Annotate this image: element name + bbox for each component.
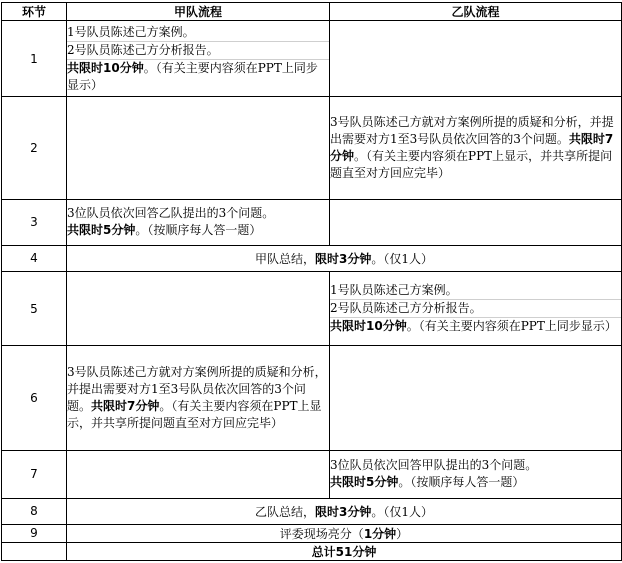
team-a-text (67, 364, 329, 432)
table-row (2, 97, 622, 199)
time-limit: 共限时7分钟 (91, 398, 160, 413)
time-note: 。（按顺序每人答一题） (398, 475, 525, 490)
description: 3位队员依次回答甲队提出的3个问题。 (330, 458, 538, 473)
time-note: 。（按顺序每人答一题） (135, 223, 262, 238)
team-b-cell (330, 21, 622, 97)
step-number: 2 (2, 97, 67, 199)
team-a-cell (67, 450, 330, 498)
total-row (2, 542, 622, 560)
time-note: 。（有关主要内容须在PPT上同步显示） (67, 60, 318, 92)
team-b-cell (330, 97, 622, 199)
table-row (2, 346, 622, 450)
team-a-line: 1号队员陈述己方案例。 (67, 24, 329, 42)
scoring-tail: ） (396, 526, 409, 541)
time-limit: 共限时7分钟 (330, 132, 614, 163)
step-number: 9 (2, 524, 67, 542)
description: 3号队员陈述己方就对方案例所提的质疑和分析，并提出需要对方1至3号队员依次回答的3个问题。 (330, 115, 614, 146)
step-number: 6 (2, 346, 67, 450)
table-row (2, 245, 622, 271)
team-b-cell (330, 346, 622, 450)
header-step: 环节 (2, 3, 67, 21)
team-a-time-note (67, 60, 329, 94)
description: 3位队员依次回答乙队提出的3个问题。 (67, 206, 275, 221)
competition-flow-table (1, 2, 622, 561)
table-row (2, 524, 622, 542)
team-b-cell (330, 450, 622, 498)
team-b-time-note (330, 318, 621, 335)
header-row (2, 3, 622, 21)
merged-scoring-cell (67, 524, 622, 542)
team-a-cell (67, 97, 330, 199)
table-row (2, 498, 622, 524)
merged-summary-cell (67, 245, 622, 271)
time-note: 。（有关主要内容须在PPT上显示，并共享所提问题直至对方回应完毕） (67, 398, 322, 430)
step-number: 5 (2, 271, 67, 345)
total-time: 总计51分钟 (67, 542, 622, 560)
time-limit: 共限时10分钟 (330, 319, 407, 334)
description: 3号队员陈述己方就对方案例所提的质疑和分析，并提出需要对方1至3号队员依次回答的3个问题。 (67, 364, 327, 413)
team-a-text (67, 205, 329, 239)
team-b-text (330, 457, 621, 491)
team-a-cell (67, 346, 330, 450)
team-b-cell (330, 199, 622, 245)
step-number: 7 (2, 450, 67, 498)
time-note: 。（仅1人） (371, 251, 433, 266)
time-note: 。（仅1人） (371, 504, 433, 519)
step-number: 4 (2, 245, 67, 271)
time-limit: 限时3分钟 (315, 504, 372, 519)
summary-text: 甲队总结， (254, 251, 315, 266)
step-number: 3 (2, 199, 67, 245)
step-number: 8 (2, 498, 67, 524)
table-row (2, 450, 622, 498)
time-limit: 共限时10分钟 (67, 60, 144, 75)
merged-summary-cell (67, 498, 622, 524)
summary-text: 乙队总结， (254, 504, 315, 519)
team-a-cell (67, 199, 330, 245)
team-a-cell (67, 21, 330, 97)
time-limit: 共限时5分钟 (330, 475, 399, 490)
step-number: 1 (2, 21, 67, 97)
table-row (2, 271, 622, 345)
header-team-a: 甲队流程 (67, 3, 330, 21)
team-b-line: 1号队员陈述己方案例。 (330, 282, 621, 300)
team-b-line: 2号队员陈述己方分析报告。 (330, 300, 621, 318)
header-team-b: 乙队流程 (330, 3, 622, 21)
team-a-line: 2号队员陈述己方分析报告。 (67, 42, 329, 60)
table-row (2, 21, 622, 97)
time-limit: 1分钟 (363, 526, 397, 541)
team-a-cell (67, 271, 330, 345)
scoring-text: 评委现场亮分（ (279, 526, 364, 541)
team-b-cell (330, 271, 622, 345)
time-note: 。（有关主要内容须在PPT上同步显示） (406, 319, 617, 334)
team-b-text (330, 114, 621, 182)
time-note: 。（有关主要内容须在PPT上显示，并共享所提问题直至对方回应完毕） (330, 149, 613, 180)
total-empty-cell (2, 542, 67, 560)
time-limit: 共限时5分钟 (67, 223, 136, 238)
table-row (2, 199, 622, 245)
time-limit: 限时3分钟 (315, 251, 372, 266)
